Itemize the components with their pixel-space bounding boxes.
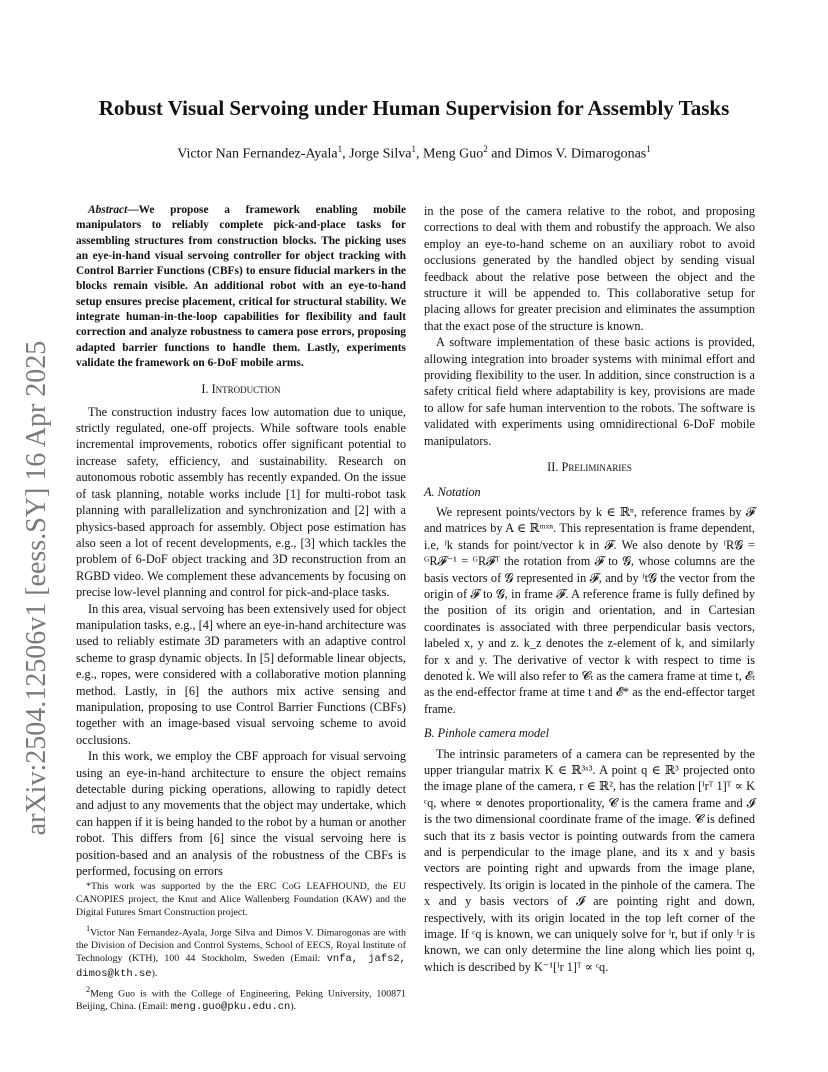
right-paragraph-2: A software implementation of these basic actions is provided, allowing integration into broader systems with minimal effort and providing flexibility to the user. In addition, since construction is a safety critical field where adaptability is key, provisions are made to allow for safe human intervention to the robots. The software is validated with experiments using omnidirectional 6-DoF mobile manipulators.: [424, 335, 755, 448]
right-paragraph-1: in the pose of the camera relative to the robot, and proposing corrections to deal with them and robustify the approach. We also employ an eye-to-hand scheme on an auxiliary robot to avoid occlusions generated by the handled object by sending visual feedback about the relative pose between the object and the structure it will be appended to. This collaborative setup for placing allows for greater precision and eliminates the assumption that the exact pose of the structure is known.: [424, 204, 755, 333]
subsection-heading-pinhole: B. Pinhole camera model: [424, 726, 549, 741]
left-column: [76, 203, 406, 879]
author-1: Victor Nan Fernandez-Ayala: [177, 146, 338, 162]
abstract: Abstract—We propose a framework enabling mobile manipulators to reliably complete pick-and-place tasks for assembling structures from construction blocks. The picking uses an eye-in-hand visual servoing controller for object tracking with Control Barrier Functions (CBFs) to ensure fiducial markers in the blocks remain visible. An additional robot with an eye-to-hand setup ensures precise placement, critical for structural stability. We integrate human-in-the-loop capabilities for flexibility and fault correction and analyze robustness to camera pose errors, proposing adapted barrier functions to handle them. Lastly, experiments validate the framework on 6-DoF mobile arms.: [76, 204, 406, 369]
abstract-text: We propose a framework enabling mobile manipulators to reliably complete pick-and-place tasks for assembling structures from construction blocks. The picking uses an eye-in-hand visual servoing controller for object tracking with Control Barrier Functions (CBFs) to ensure fiducial markers in the blocks remain visible. An additional robot with an eye-to-hand setup ensures precise placement, critical for structural stability. We integrate human-in-the-loop capabilities for flexibility and fault correction and analyze robustness to camera pose errors, proposing adapted barrier functions to handle them. Lastly, experiments validate the framework on 6-DoF mobile arms.: [76, 204, 406, 369]
author-list: Victor Nan Fernandez-Ayala$^1$, Jorge Silva$^1$, Meng Guo$^2$ and Dimos V. Dimarogonas$^1$: [177, 144, 651, 162]
author-4: Dimos V. Dimarogonas: [514, 146, 647, 162]
email-pku[interactable]: meng.guo@pku.edu.cn: [170, 1001, 291, 1014]
email-kth[interactable]: vnfa, jafs2, dimos@kth.se: [76, 953, 406, 980]
arxiv-stamp-text: arXiv:2504.12506v1 [eess.SY] 16 Apr 2025: [21, 340, 52, 836]
subsection-heading-notation: A. Notation: [424, 484, 481, 499]
paper-title: Robust Visual Servoing under Human Supervision for Assembly Tasks: [98, 96, 730, 120]
section-heading-preliminaries: II. Preliminaries: [547, 460, 632, 475]
pinhole-paragraph: The intrinsic parameters of a camera can be represented by the upper triangular matrix K ∈ ℝ³ˣ³. A point q ∈ ℝ³ projected onto the image plane of the camera, r ∈ ℝ², has the relation [ᴵrᵀ 1]ᵀ ∝ K ᶜq, where ∝ denotes proportionality, 𝓒 is the camera frame and 𝓘 is the two dimensional coordinate frame of the image. 𝓒 is defined such that its z basis vector is pointing outwards from the camera and is perpendicular to the image plane, and its x and y basis vectors are pointing right and upwards from the image plane, respectively. Its origin is located in the pinhole of the camera. The x and y basis vectors of 𝓘 are pointing right and down, respectively, with its origin located in the top left corner of the image. If ᶜq is known, we can uniquely solve for ᴵr, but if only ᴵr is known, we can only determine the line along which lies point q, which is described by K⁻¹[ᴵr 1]ᵀ ∝ ᶜq.: [424, 746, 755, 974]
intro-paragraph-3: In this work, we employ the CBF approach for visual servoing using an eye-in-hand architecture to ensure the object remains detectable during picking operations, allowing to rapidly detect and adjust to any movements that the object may undertake, which can happen if it is being handed to the robot by a human or another robot. This differs from [6] since the visual servoing here is position-based and an analysis of the robustness of the CBFs is performed, focusing on errors: [76, 749, 406, 879]
notation-paragraph: We represent points/vectors by k ∈ ℝⁿ, reference frames by 𝓕 and matrices by A ∈ ℝᵐˣⁿ. This representation is frame dependent, i.e, ᶠk stands for point/vector k in 𝓕. We also denote by ᶠR𝓖 = ᴳR𝓕⁻¹ = ᴳR𝓕ᵀ the rotation from 𝓕 to 𝓖, whose columns are the basis vectors of 𝓖 represented in 𝓕, and by ᶠt𝓖 the vector from the origin of 𝓕 to 𝓖, in frame 𝓕. A reference frame is fully defined by the position of its origin and orientation, and in Cartesian coordinates is associated with three perpendicular basis vectors, labeled x, y and z. k_z denotes the z-element of k, and similarly for x and y. The derivative of vector k with respect to time is denoted k̇. We will also refer to 𝓒ₜ as the camera frame at time t, 𝓔ₜ as the end-effector frame at time t and 𝓔* as the end-effector target frame.: [424, 504, 755, 716]
footnote-2: $^2$Meng Guo is with the College of Engineering, Peking University, 100871 Beijing, China. (Email: meng.guo@pku.edu.cn).: [76, 984, 406, 1014]
footnote-1: $^1$Victor Nan Fernandez-Ayala, Jorge Silva and Dimos V. Dimarogonas are with the Division of Decision and Control Systems, School of EECS, Royal Institute of Technology (KTH), 100 44 Stockholm, Sweden (Email: vnfa, jafs2, dimos@kth.se).: [76, 923, 406, 980]
section-heading-introduction: I. Introduction: [201, 382, 281, 397]
footnote-funding: *This work was supported by the the ERC CoG LEAFHOUND, the EU CANOPIES project, the Knut and Alice Wallenberg Foundation (KAW) and the Digital Futures Smart Construction project.: [76, 881, 406, 919]
abstract-label: Abstract: [88, 204, 128, 216]
arxiv-stamp: [22, 278, 52, 898]
footnotes: [76, 880, 406, 1016]
intro-paragraph-2: In this area, visual servoing has been extensively used for object manipulation tasks, e.g., [4] where an eye-in-hand architecture was used to reliably estimate 3D parameters with an adaptive control scheme to grasp dynamic objects. In [5] deformable linear objects, e.g., ropes, were considered with a collaborative motion planning method. Lastly, in [6] the authors mix active sensing and manipulation, proposing to use Control Barrier Functions (CBFs) together with an image-based visual servoing scheme to avoid occlusions.: [76, 601, 406, 747]
author-3: Meng Guo: [422, 146, 484, 162]
intro-paragraph-1: The construction industry faces low automation due to unique, strictly regulated, one-off projects. While software tools enable incremental improvements, robotics offer significant potential to increase safety, efficiency, and sustainability. Research on autonomous robotic assembly has recently expanded. On the issue of task planning, notable works include [1] for multi-robot task planning with parallelization and synchronization and [2] with a physics-based approach for assembly. Object pose estimation has also seen a lot of recent developments, e.g., [3] which tackles the problem of 6-DoF object tracking and 3D reconstruction from an RGBD video. We complement these advancements by focusing on precise low-level planning and control for pick-and-place tasks.: [76, 404, 406, 600]
right-column: [424, 203, 755, 975]
author-2: Jorge Silva: [349, 146, 412, 162]
